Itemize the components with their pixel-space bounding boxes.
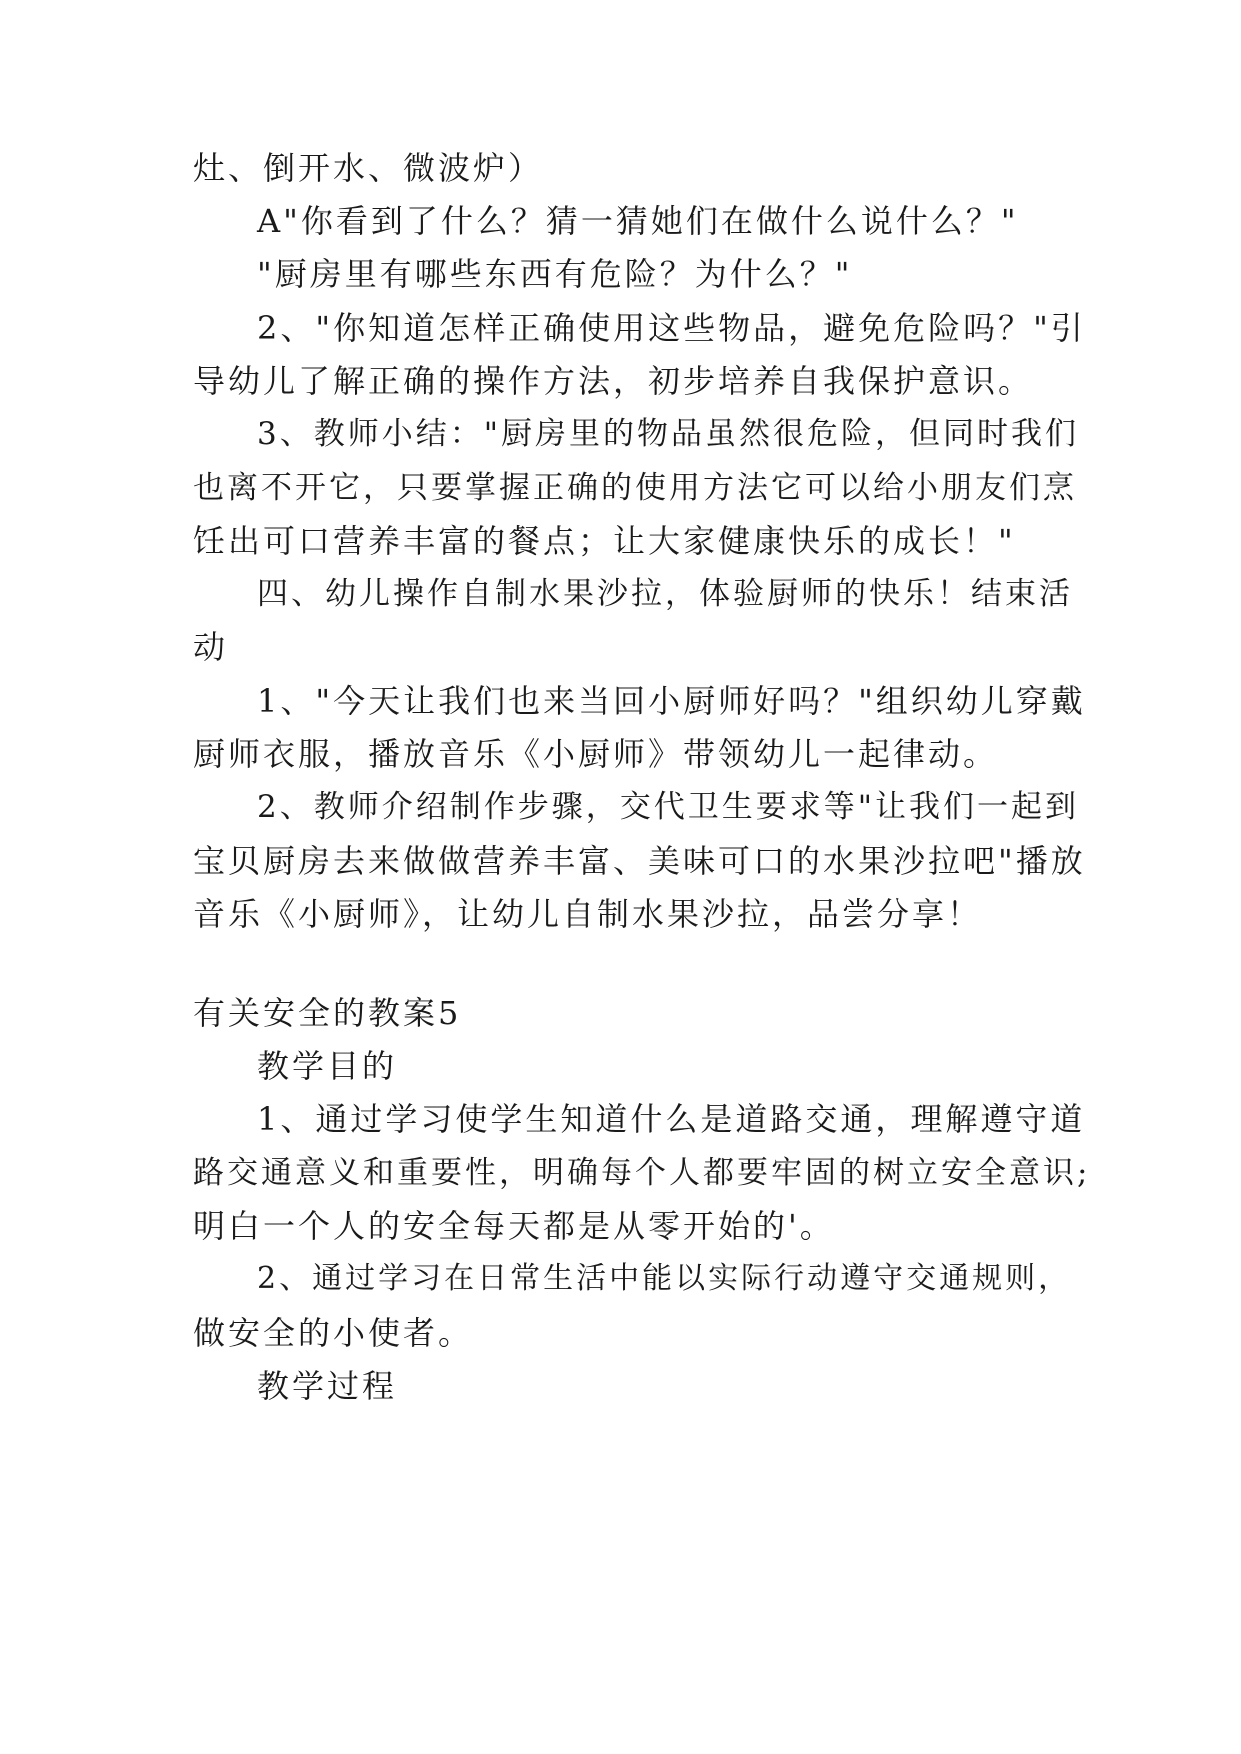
text-line: 1、通过学习使学生知道什么是道路交通，理解遵守道 bbox=[257, 1100, 1086, 1138]
subheading: 教学目的 bbox=[257, 1047, 398, 1085]
text-line: 宝贝厨房去来做做营养丰富、美味可口的水果沙拉吧"播放 bbox=[193, 842, 1086, 880]
text-line: 明白一个人的安全每天都是从零开始的'。 bbox=[193, 1207, 835, 1245]
text-line: 厨师衣服，播放音乐《小厨师》带领幼儿一起律动。 bbox=[193, 735, 999, 773]
subheading: 教学过程 bbox=[257, 1367, 398, 1405]
text-line: "厨房里有哪些东西有危险？为什么？" bbox=[257, 255, 853, 293]
text-line: 音乐《小厨师》，让幼儿自制水果沙拉，品尝分享！ bbox=[193, 895, 983, 933]
text-line: 动 bbox=[193, 628, 229, 666]
text-line: 3、教师小结："厨房里的物品虽然很危险，但同时我们 bbox=[257, 416, 1079, 452]
text-line: 也离不开它，只要掌握正确的使用方法它可以给小朋友们烹 bbox=[193, 470, 1077, 506]
section-heading: 有关安全的教案5 bbox=[193, 994, 462, 1032]
text-line: 1、"今天让我们也来当回小厨师好吗？"组织幼儿穿戴 bbox=[257, 682, 1086, 720]
text-line: 灶、倒开水、微波炉） bbox=[193, 149, 544, 187]
text-line: 导幼儿了解正确的操作方法，初步培养自我保护意识。 bbox=[193, 362, 1034, 400]
text-line: 饪出可口营养丰富的餐点；让大家健康快乐的成长！" bbox=[193, 522, 1016, 560]
text-line: 2、教师介绍制作步骤，交代卫生要求等"让我们一起到 bbox=[257, 789, 1079, 825]
text-line: A"你看到了什么？猜一猜她们在做什么说什么？" bbox=[257, 202, 1019, 240]
text-line: 做安全的小使者。 bbox=[193, 1314, 474, 1352]
text-line: 2、"你知道怎样正确使用这些物品，避免危险吗？"引 bbox=[257, 309, 1086, 347]
text-line: 四、幼儿操作自制水果沙拉，体验厨师的快乐！结束活 bbox=[257, 576, 1073, 612]
text-line: 2、通过学习在日常生活中能以实际行动遵守交通规则， bbox=[257, 1261, 1072, 1296]
text-line: 路交通意义和重要性，明确每个人都要牢固的树立安全意识; bbox=[193, 1155, 1091, 1191]
